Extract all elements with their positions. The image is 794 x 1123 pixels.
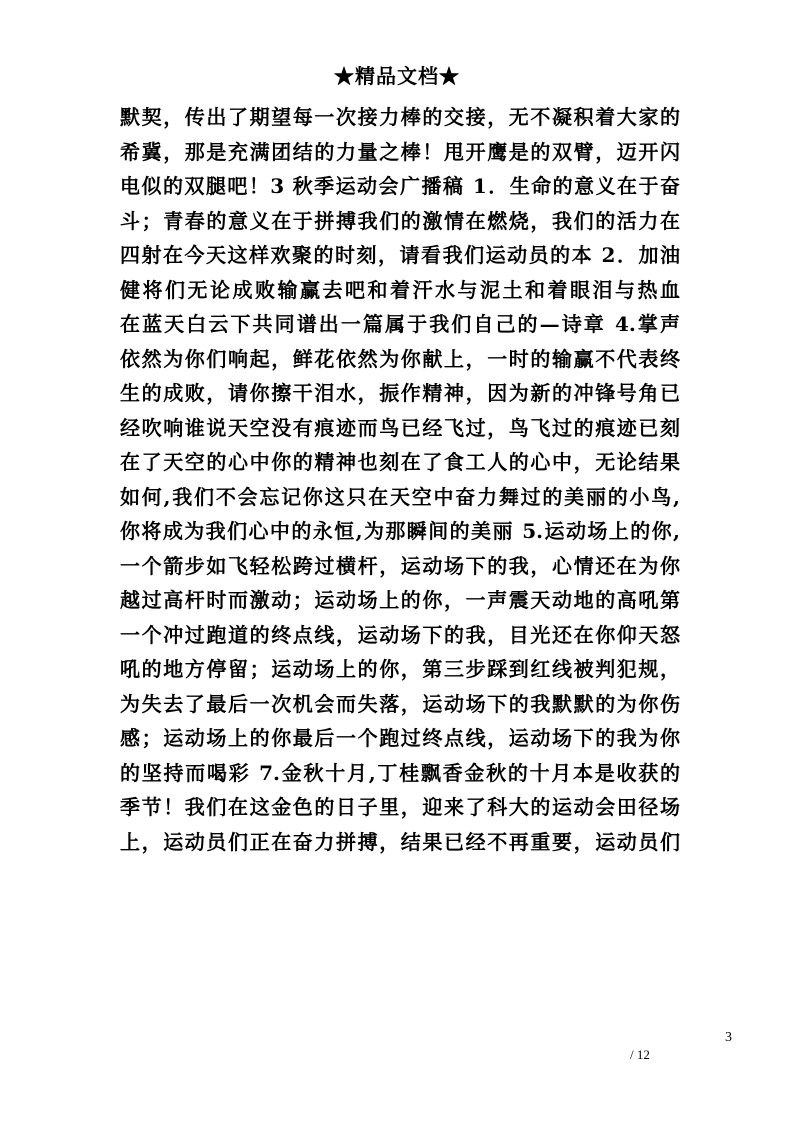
- body-line: 依然为你们响起，鲜花依然为你献上，一时的输赢不代表终: [120, 346, 680, 371]
- body-line: 斗；青春的意义在于拼搏我们的激情在燃烧，我们的活力在: [120, 208, 680, 233]
- page-number: 3: [725, 1030, 732, 1045]
- body-line: 你将成为我们心中的永恒,为那瞬间的美丽 5.运动场上的你,: [120, 519, 680, 543]
- page-total: / 12: [630, 1047, 650, 1062]
- document-header: ★精品文档★: [334, 64, 460, 88]
- body-line: 上，运动员们正在奋力拼搏，结果已经不再重要，运动员们: [120, 829, 680, 854]
- body-line: 一个箭步如飞轻松跨过横杆，运动场下的我，心情还在为你: [120, 553, 680, 578]
- body-line: 如何,我们不会忘记你这只在天空中奋力舞过的美丽的小鸟,: [120, 484, 680, 509]
- body-line: 一个冲过跑道的终点线，运动场下的我，目光还在你仰天怒: [120, 622, 680, 647]
- body-line: 在了天空的心中你的精神也刻在了食工人的心中，无论结果: [120, 450, 680, 474]
- body-line: 健将们无论成败输赢去吧和着汗水与泥土和着眼泪与热血: [120, 277, 680, 302]
- body-line: 生的成败，请你擦干泪水，振作精神，因为新的冲锋号角已: [120, 381, 680, 405]
- body-line: 越过高杆时而激动；运动场上的你，一声震天动地的高吼第: [120, 588, 680, 612]
- body-line: 希冀，那是充满团结的力量之棒！甩开鹰是的双臂，迈开闪: [120, 139, 680, 164]
- body-line: 四射在今天这样欢聚的时刻，请看我们运动员的本 2．加油: [120, 243, 680, 267]
- body-line: 吼的地方停留；运动场上的你，第三步踩到红线被判犯规，: [120, 657, 680, 681]
- body-line: 在蓝天白云下共同谱出一篇属于我们自己的—诗章 4.掌声: [120, 312, 680, 336]
- body-line: 电似的双腿吧！3 秋季运动会广播稿 1．生命的意义在于奋: [120, 174, 680, 198]
- body-line: 为失去了最后一次机会而失落，运动场下的我默默的为你伤: [120, 691, 680, 716]
- body-line: 感；运动场上的你最后一个跑过终点线，运动场下的我为你: [120, 726, 680, 750]
- document-body: [120, 100, 680, 859]
- body-line: 经吹响谁说天空没有痕迹而鸟已经飞过，鸟飞过的痕迹已刻: [120, 415, 680, 440]
- body-line: 默契，传出了期望每一次接力棒的交接，无不凝积着大家的: [120, 105, 680, 129]
- body-line: 的坚持而喝彩 7.金秋十月,丁桂飘香金秋的十月本是收获的: [120, 760, 680, 785]
- body-line: 季节！我们在这金色的日子里，迎来了科大的运动会田径场: [120, 795, 680, 819]
